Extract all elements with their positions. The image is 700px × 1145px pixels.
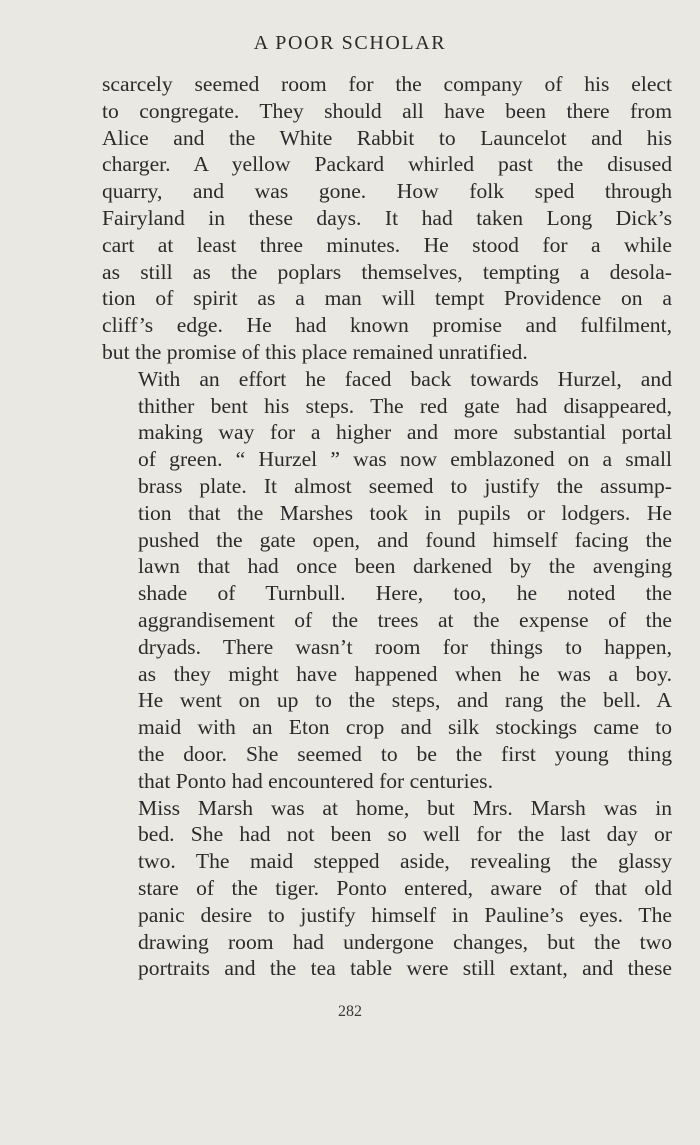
text-line: of green. “ Hurzel ” was now emblazoned on a small: [138, 447, 672, 472]
text-line: Alice and the White Rabbit to Launcelot and his: [102, 125, 672, 150]
body-text: [102, 71, 672, 982]
text-line: aggrandisement of the trees at the expense of the: [138, 607, 672, 632]
text-line: portraits and the tea table were still extant, and these: [138, 956, 672, 981]
text-line: cart at least three minutes. He stood for a while: [102, 232, 672, 257]
text-line: two. The maid stepped aside, revealing the glassy: [138, 849, 672, 874]
text-line: cliff’s edge. He had known promise and fulfilment,: [102, 313, 672, 338]
text-line: bed. She had not been so well for the last day or: [138, 822, 672, 847]
text-line: lawn that had once been darkened by the avenging: [138, 554, 672, 579]
text-line: stare of the tiger. Ponto entered, aware of that old: [138, 875, 672, 900]
text-line: to congregate. They should all have been there from: [102, 98, 672, 123]
text-line: that Ponto had encountered for centuries.: [138, 768, 493, 793]
paragraph-2: [102, 366, 672, 795]
text-line: drawing room had undergone changes, but the two: [138, 929, 672, 954]
text-line: scarcely seemed room for the company of his elect: [102, 72, 672, 96]
text-line: as they might have happened when he was a boy.: [138, 661, 672, 686]
running-head: A POOR SCHOLAR: [253, 32, 447, 54]
text-line: brass plate. It almost seemed to justify the assump-: [138, 473, 672, 498]
text-line: charger. A yellow Packard whirled past the disused: [102, 152, 672, 177]
text-line: He went on up to the steps, and rang the bell. A: [138, 688, 672, 713]
text-line: dryads. There wasn’t room for things to happen,: [138, 634, 672, 659]
text-line: thither bent his steps. The red gate had disappeared,: [138, 393, 672, 418]
text-line: panic desire to justify himself in Pauline’s eyes. The: [138, 902, 672, 927]
text-line: as still as the poplars themselves, tempting a desola-: [102, 259, 672, 284]
text-line: but the promise of this place remained unratified.: [102, 339, 528, 364]
paragraph-3: [102, 795, 672, 983]
text-line: tion of spirit as a man will tempt Providence on a: [102, 286, 672, 311]
paragraph-1: [102, 71, 672, 366]
text-line: quarry, and was gone. How folk sped through: [102, 179, 672, 204]
page-number: 282: [338, 1003, 362, 1020]
text-line: shade of Turnbull. Here, too, he noted the: [138, 581, 672, 606]
text-line: maid with an Eton crop and silk stockings came to: [138, 715, 672, 740]
text-line: Fairyland in these days. It had taken Long Dick’s: [102, 205, 672, 230]
text-line: making way for a higher and more substantial portal: [138, 420, 672, 445]
text-line: With an effort he faced back towards Hurzel, and: [138, 366, 672, 391]
text-line: pushed the gate open, and found himself facing the: [138, 527, 672, 552]
text-line: tion that the Marshes took in pupils or lodgers. He: [138, 500, 672, 525]
text-line: the door. She seemed to be the first young thing: [138, 741, 672, 766]
text-line: Miss Marsh was at home, but Mrs. Marsh was in: [138, 795, 672, 820]
